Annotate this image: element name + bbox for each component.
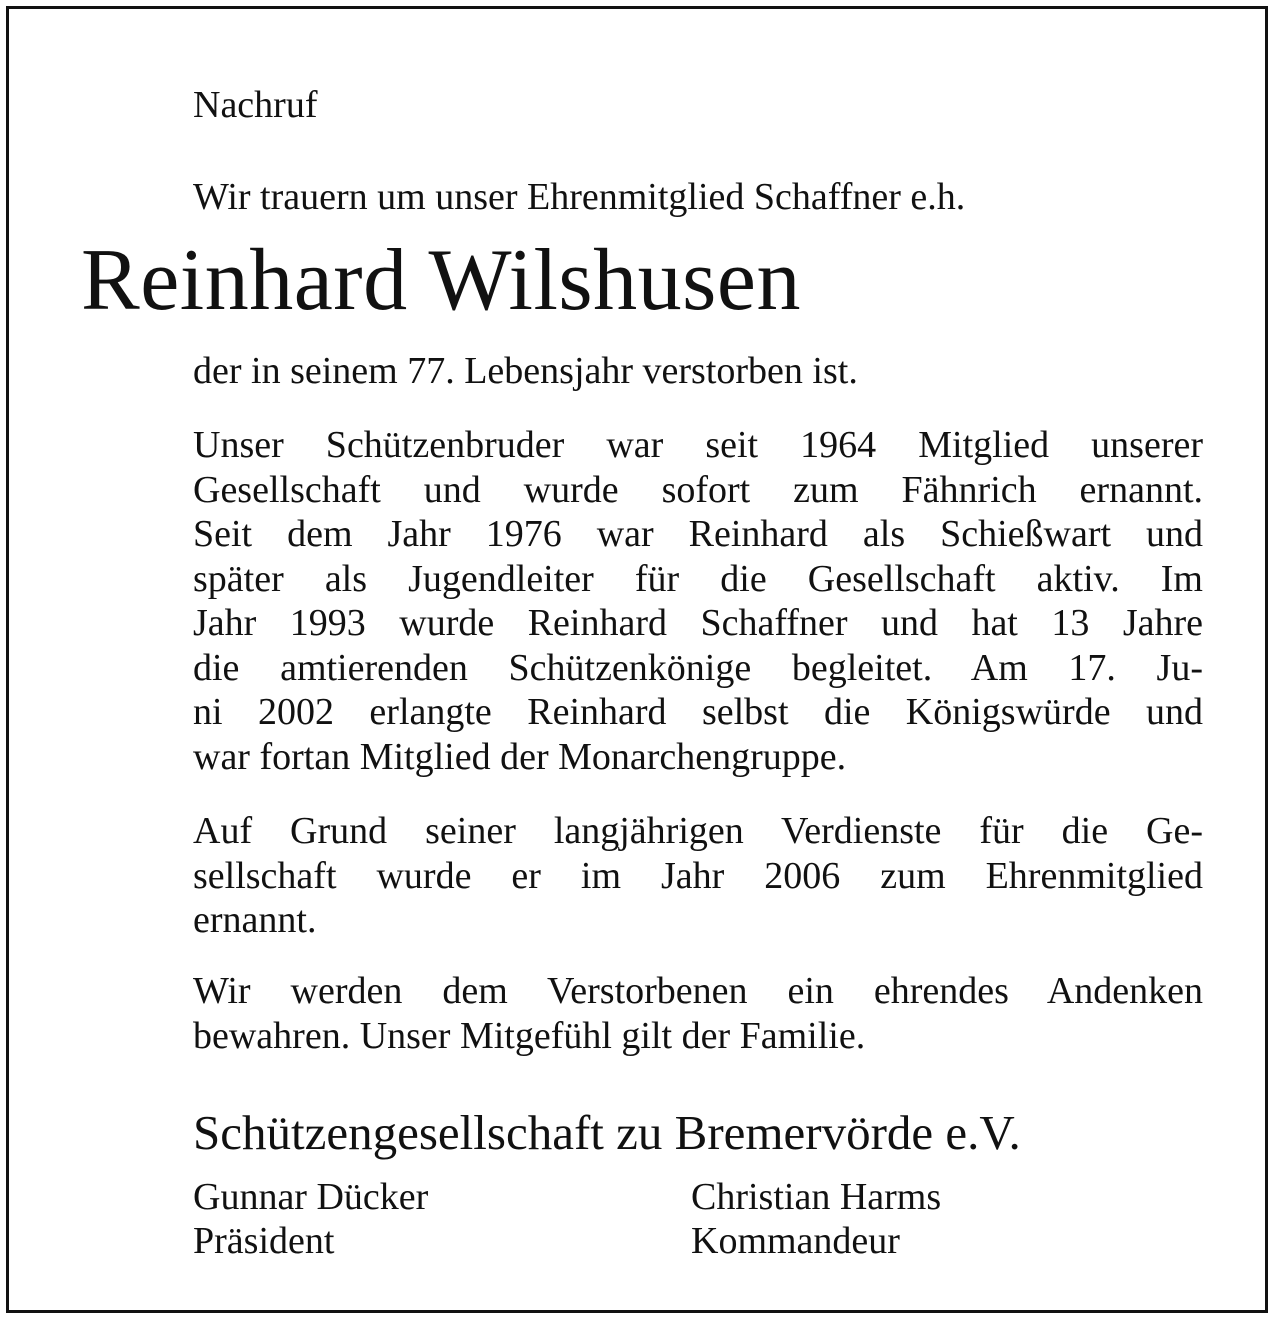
signatory — [193, 1175, 428, 1263]
text-line: Gesellschaft und wurde sofort zum Fähnrich ernannt. — [193, 468, 1203, 511]
text-line: Auf Grund seiner langjährigen Verdienste für die Ge- — [193, 810, 1203, 852]
text-line: war fortan Mitglied der Monarchengruppe. — [193, 735, 847, 778]
text-line: sellschaft wurde er im Jahr 2006 zum Ehrenmitglied — [193, 854, 1203, 897]
text-line: Jahr 1993 wurde Reinhard Schaffner und hat 13 Jahre — [193, 602, 1203, 644]
text-line: Unser Schützenbruder war seit 1964 Mitglied unserer — [193, 424, 1203, 466]
paragraph-biography — [193, 423, 1203, 779]
signatory-role: Kommandeur — [691, 1220, 900, 1262]
signatory-role: Präsident — [193, 1220, 335, 1262]
deceased-name: Reinhard Wilshusen — [81, 232, 801, 329]
obituary-notice — [6, 6, 1268, 1313]
text-line: ni 2002 erlangte Reinhard selbst die Königswürde und — [193, 691, 1203, 733]
age-line: der in seinem 77. Lebensjahr verstorben ist. — [193, 350, 858, 392]
text-line: später als Jugendleiter für die Gesellschaft aktiv. Im — [193, 557, 1203, 600]
signatory-name: Gunnar Dücker — [193, 1176, 429, 1218]
text-line: bewahren. Unser Mitgefühl gilt der Familie. — [193, 1014, 866, 1057]
paragraph-condolence — [193, 969, 1203, 1058]
signatory-name: Christian Harms — [691, 1176, 942, 1218]
organization-name: Schützengesellschaft zu Bremervörde e.V. — [193, 1105, 1021, 1160]
paragraph-honors — [193, 809, 1203, 943]
text-line: die amtierenden Schützenkönige begleitet. Am 17. Ju- — [193, 646, 1203, 689]
intro-line: Wir trauern um unser Ehrenmitglied Schaffner e.h. — [193, 176, 966, 218]
text-line: Wir werden dem Verstorbenen ein ehrendes Andenken — [193, 970, 1203, 1012]
text-line: ernannt. — [193, 899, 317, 941]
signatory — [691, 1175, 941, 1263]
text-line: Seit dem Jahr 1976 war Reinhard als Schießwart und — [193, 513, 1203, 555]
notice-header: Nachruf — [193, 84, 318, 126]
